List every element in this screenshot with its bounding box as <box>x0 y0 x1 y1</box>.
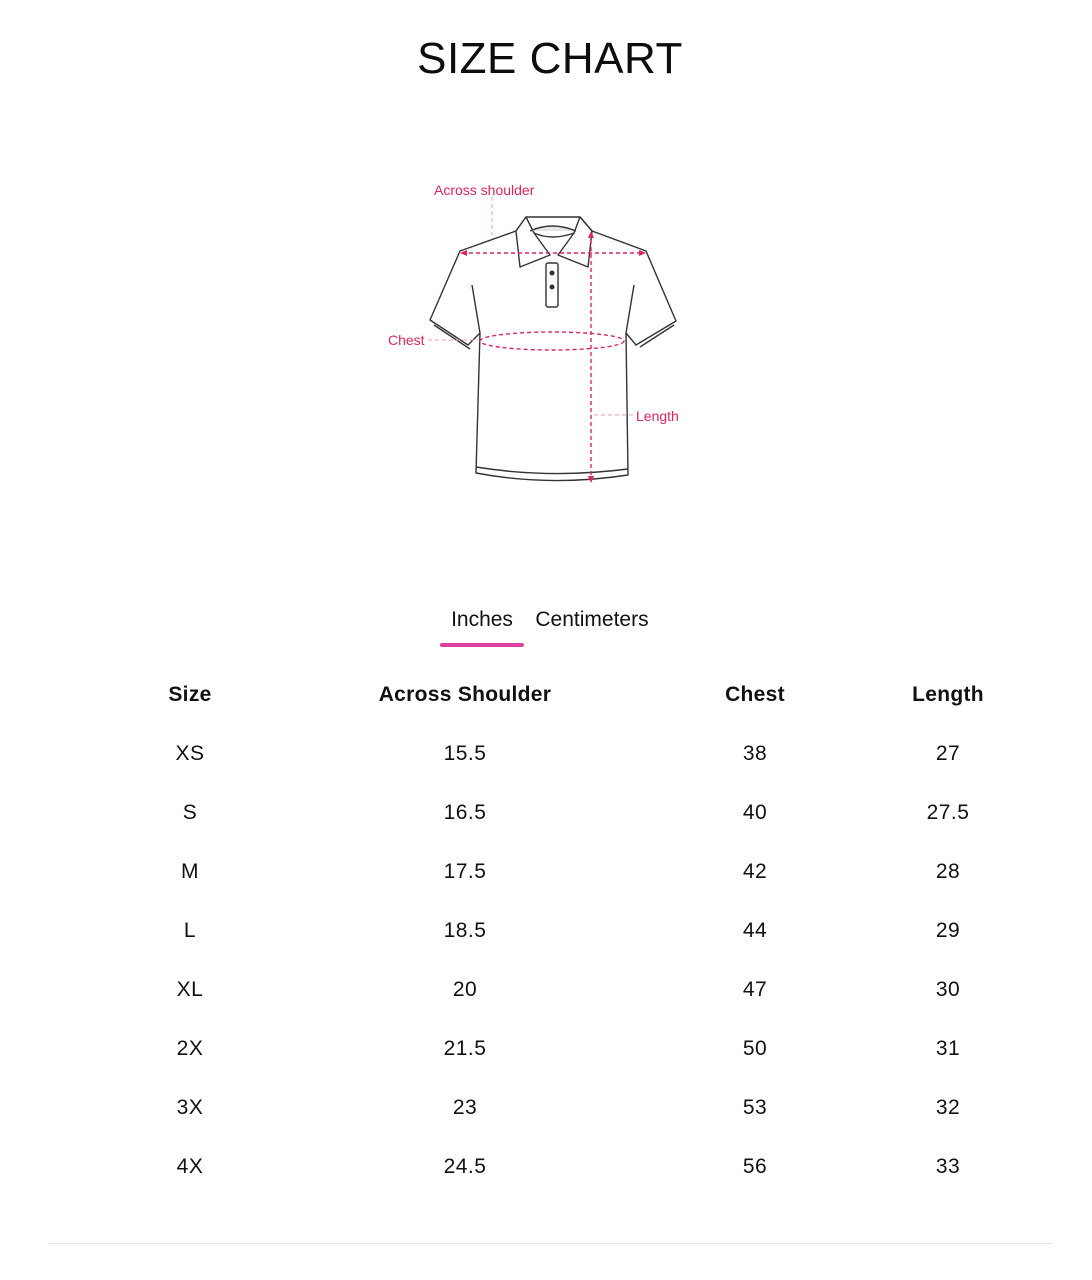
cell-length: 30 <box>935 978 961 1001</box>
header-across-shoulder: Across Shoulder <box>378 683 552 706</box>
cell-chest: 56 <box>742 1155 768 1178</box>
cell-chest: 50 <box>742 1037 768 1060</box>
cell-size: 2X <box>176 1037 204 1060</box>
length-label: Length <box>636 408 679 424</box>
cell-size: 4X <box>176 1155 204 1178</box>
cell-across-shoulder: 24.5 <box>443 1155 487 1178</box>
cell-size: S <box>182 801 198 824</box>
cell-size: XL <box>176 978 204 1001</box>
table-row <box>0 783 1092 842</box>
cell-length: 32 <box>935 1096 961 1119</box>
cell-length: 28 <box>935 860 961 883</box>
table-row <box>0 1019 1092 1078</box>
cell-chest: 38 <box>742 742 768 765</box>
cell-chest: 53 <box>742 1096 768 1119</box>
cell-length: 33 <box>935 1155 961 1178</box>
cell-across-shoulder: 17.5 <box>443 860 487 883</box>
cell-size: XS <box>175 742 205 765</box>
cell-across-shoulder: 15.5 <box>443 742 487 765</box>
cell-chest: 42 <box>742 860 768 883</box>
table-row <box>0 901 1092 960</box>
cell-length: 31 <box>935 1037 961 1060</box>
cell-chest: 47 <box>742 978 768 1001</box>
header-size: Size <box>168 683 212 706</box>
table-row <box>0 960 1092 1019</box>
table-row <box>0 724 1092 783</box>
cell-length: 27 <box>935 742 961 765</box>
header-chest: Chest <box>725 683 785 706</box>
cell-across-shoulder: 23 <box>452 1096 478 1119</box>
size-table <box>0 665 1092 1196</box>
unit-tabs <box>0 606 1092 652</box>
polo-shirt-illustration <box>380 175 690 495</box>
cell-across-shoulder: 21.5 <box>443 1037 487 1060</box>
cell-chest: 40 <box>742 801 768 824</box>
active-tab-indicator <box>440 643 524 647</box>
cell-across-shoulder: 20 <box>452 978 478 1001</box>
cell-length: 27.5 <box>926 801 970 824</box>
table-row <box>0 1078 1092 1137</box>
table-header-row <box>0 665 1092 724</box>
tab-centimeters[interactable]: Centimeters <box>535 608 649 631</box>
table-row <box>0 842 1092 901</box>
cell-across-shoulder: 18.5 <box>443 919 487 942</box>
section-divider <box>48 1243 1052 1244</box>
table-row <box>0 1137 1092 1196</box>
page-title: SIZE CHART <box>417 34 683 83</box>
chest-label: Chest <box>388 332 425 348</box>
cell-length: 29 <box>935 919 961 942</box>
cell-size: M <box>181 860 199 883</box>
across-shoulder-label: Across shoulder <box>434 182 535 198</box>
cell-chest: 44 <box>742 919 768 942</box>
cell-size: L <box>183 919 197 942</box>
cell-size: 3X <box>176 1096 204 1119</box>
tab-inches[interactable]: Inches <box>451 608 513 631</box>
header-length: Length <box>912 683 984 706</box>
cell-across-shoulder: 16.5 <box>443 801 487 824</box>
polo-shirt-measurement-diagram <box>380 175 690 495</box>
